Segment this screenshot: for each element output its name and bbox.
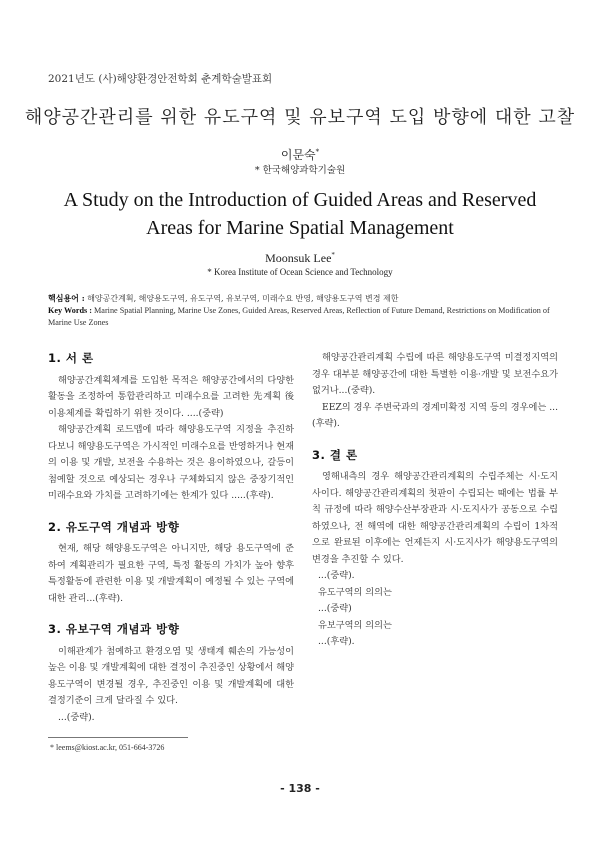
conclusion-line-2: 유도구역의 의의는 bbox=[318, 586, 392, 598]
footnote: * leems@kiost.ac.kr, 051-664-3726 bbox=[50, 743, 165, 752]
section-2-paragraph-1: 현재, 해당 해양용도구역은 아니지만, 해당 용도구역에 준하여 계획관리가 필요한 구역, 특정 활동의 가치가 높아 향후 특정활동에 관련한 이용 및 개발계획이 예정될 수 있는 구역에 대한 관리...(후략). bbox=[48, 543, 294, 604]
left-column bbox=[48, 350, 294, 726]
keywords-english bbox=[48, 305, 558, 329]
page-number: - 138 - bbox=[280, 782, 320, 795]
affiliation-english: * Korea Institute of Ocean Science and Technology bbox=[207, 267, 393, 277]
paper-title-english: A Study on the Introduction of Guided Areas and Reserved Areas for Marine Spatial Management bbox=[63, 189, 537, 239]
author-english-mark: * bbox=[331, 251, 335, 259]
right-paragraph-1: 해양공간관리계획 수립에 따른 해양용도구역 미결정지역의 경우 대부분 해양공간에 대한 특별한 이용·개발 및 보전수요가 없거나...(중략). bbox=[312, 352, 558, 396]
keywords-korean-label: 핵심용어 : bbox=[48, 293, 85, 303]
conclusion-line-3: ...(중략) bbox=[318, 603, 352, 614]
keywords-korean-text: 해양공간계획, 해양용도구역, 유도구역, 유보구역, 미래수요 반영, 해양용도구역 변경 제한 bbox=[87, 294, 399, 303]
conclusion-line-4: 유보구역의 의의는 bbox=[318, 619, 392, 631]
conclusion-heading: 3. 결 론 bbox=[312, 447, 358, 462]
section-1-paragraph-2: 해양공간계획 로드맵에 따라 해양용도구역 지정을 추진하다보니 해양용도구역은 가시적인 미래수요를 반영하거나 현재의 이용 및 개발, 보전을 수용하는 것은 용이하였으나, 갈등이 첨예할 것으로 예상되는 경우나 구체화되지 않은 중장기적인 미래수요와 가치를 고려하기에는 한계가 있다 .....(후략). bbox=[48, 424, 294, 501]
conclusion-paragraph-1: 영해내측의 경우 해양공간관리계획의 수립주체는 시·도지사이다. 해양공간관리계획의 첫판이 수립되는 때에는 법률 부칙 규정에 따라 해양수산부장관과 시·도지사가 공동으로 수립하였으나, 전 해역에 대한 해양공간관리계획의 수립이 1차적으로 완료된 이후에는 언제든지 시·도지사가 해양용도구역의 변경을 추진할 수 있다. bbox=[312, 471, 558, 565]
keywords-korean bbox=[48, 292, 558, 305]
section-3-paragraph-1: 이해관계가 첨예하고 환경오염 및 생태계 훼손의 가능성이 높은 이용 및 개발계획에 대한 결정이 추진중인 상황에서 해양용도구역이 변경될 경우, 추진중인 이용 및 개발계획에 대한 결정기준이 크게 달라질 수 있다. bbox=[48, 645, 294, 706]
affiliation-korean: * 한국해양과학기술원 bbox=[254, 165, 346, 176]
section-3-heading: 3. 유보구역 개념과 방향 bbox=[48, 622, 180, 636]
author-english-name: Moonsuk Lee bbox=[265, 251, 332, 265]
footnote-divider bbox=[48, 737, 188, 738]
right-paragraph-2: EEZ의 경우 주변국과의 경계미확정 지역 등의 경우에는 ...(후략). bbox=[312, 401, 558, 429]
conclusion-line-1: ...(중략). bbox=[318, 570, 355, 581]
section-2-heading: 2. 유도구역 개념과 방향 bbox=[48, 519, 180, 534]
section-1-paragraph-1: 해양공간계획체계를 도입한 목적은 해양공간에서의 다양한 활동을 조정하여 통합관리하고 미래수요를 고려한 先계획 後이용체계를 확립하기 위한 것이다. ....(중략) bbox=[48, 374, 294, 419]
author-english bbox=[0, 251, 600, 266]
paper-title-korean: 해양공간관리를 위한 유도구역 및 유보구역 도입 방향에 대한 고찰 bbox=[24, 107, 576, 128]
section-1-heading: 1. 서 론 bbox=[48, 351, 94, 365]
author-korean-mark: * bbox=[315, 148, 320, 156]
author-korean bbox=[0, 146, 600, 163]
keywords-english-text: Marine Spatial Planning, Marine Use Zones, Guided Areas, Reserved Areas, Reflection of Future Demand, Restrictions on Modification of Marine Use Zones bbox=[48, 306, 550, 327]
author-korean-name: 이문숙 bbox=[280, 148, 316, 162]
keywords-english-label: Key Words : bbox=[48, 306, 92, 315]
conclusion-line-5: ...(후략). bbox=[318, 636, 355, 647]
conference-header: 2021년도 (사)해양환경안전학회 춘계학술발표회 bbox=[48, 73, 273, 85]
section-3-paragraph-2: ...(중략). bbox=[58, 711, 95, 723]
right-column bbox=[312, 350, 558, 651]
